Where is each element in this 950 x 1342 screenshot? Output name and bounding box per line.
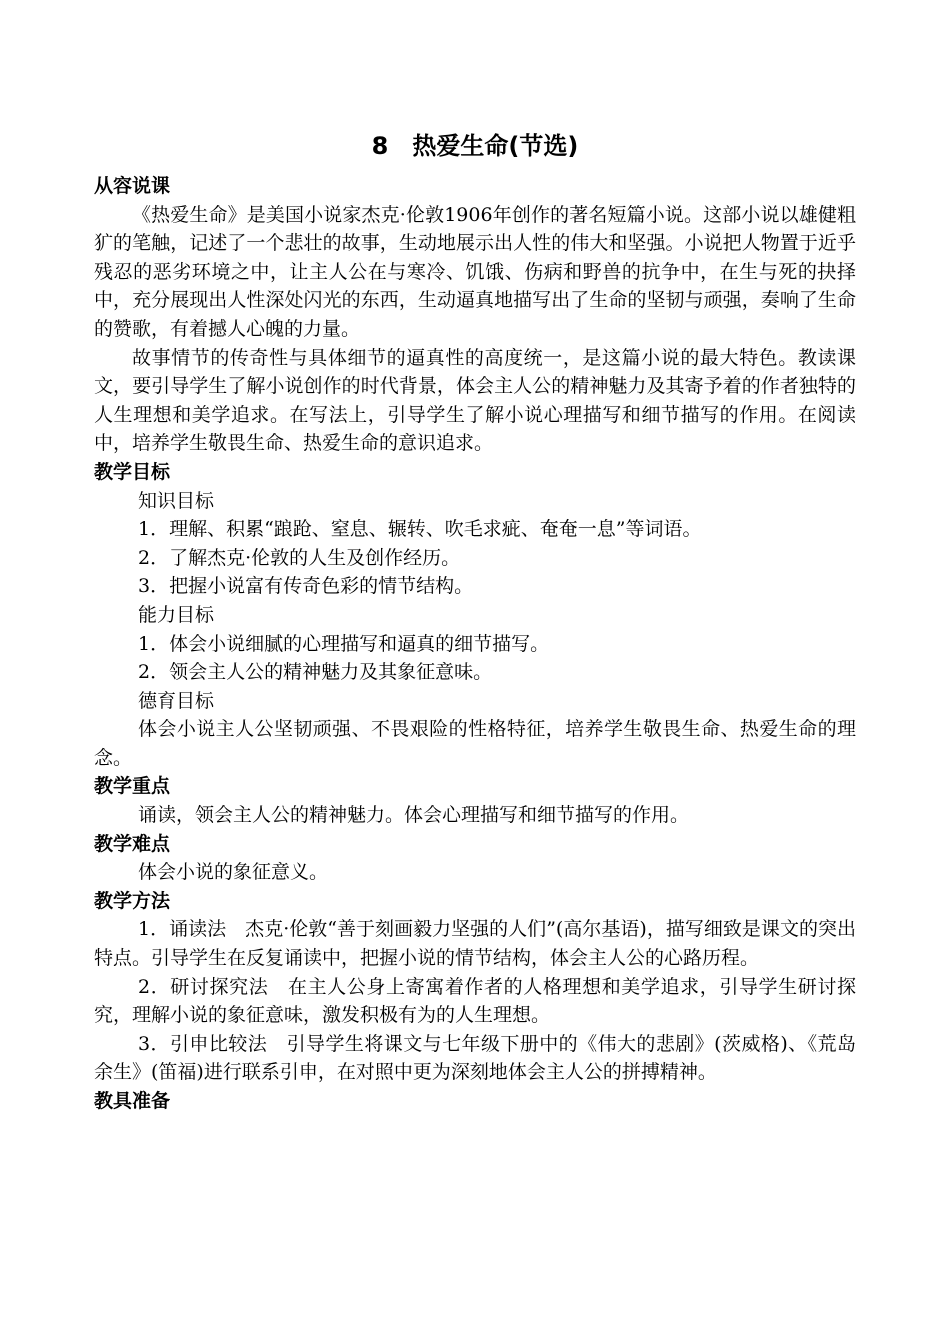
method-item-3: 3．引申比较法 引导学生将课文与七年级下册中的《伟大的悲剧》(茨威格)、《荒岛余生》(笛福)进行联系引申，在对照中更为深刻地体会主人公的拼搏精神。 bbox=[94, 1032, 856, 1084]
difficulties-text: 体会小说的象征意义。 bbox=[138, 861, 329, 884]
ability-item-1: 1．体会小说细腻的心理描写和逼真的细节描写。 bbox=[138, 632, 550, 655]
moral-objectives-label: 德育目标 bbox=[138, 689, 215, 712]
intro-paragraph-1: 《热爱生命》是美国小说家杰克·伦敦1906年创作的著名短篇小说。这部小说以雄健粗犷的笔触，记述了一个悲壮的故事，生动地展示出人性的伟大和坚强。小说把人物置于近乎残忍的恶劣环境之中，让主人公在与寒冷、饥饿、伤病和野兽的抗争中，在生与死的抉择中，充分展现出人性深处闪光的东西，生动逼真地描写出了生命的坚韧与顽强，奏响了生命的赞歌，有着撼人心魄的力量。 bbox=[94, 203, 856, 340]
section-heading-key-points: 教学重点 bbox=[94, 775, 171, 798]
key-points-text: 诵读，领会主人公的精神魅力。体会心理描写和细节描写的作用。 bbox=[138, 804, 690, 827]
section-heading-methods: 教学方法 bbox=[94, 889, 171, 912]
section-heading-difficulties: 教学难点 bbox=[94, 832, 171, 855]
knowledge-item-1: 1．理解、积累“踉跄、窒息、辗转、吹毛求疵、奄奄一息”等词语。 bbox=[138, 518, 702, 541]
section-heading-objectives: 教学目标 bbox=[94, 460, 171, 483]
section-heading-materials: 教具准备 bbox=[94, 1090, 171, 1112]
ability-item-2: 2．领会主人公的精神魅力及其象征意味。 bbox=[138, 661, 493, 684]
document-body bbox=[94, 172, 856, 1116]
ability-objectives-label: 能力目标 bbox=[138, 603, 215, 626]
method-item-2: 2．研讨探究法 在主人公身上寄寓着作者的人格理想和美学追求，引导学生研讨探究，理解小说的象征意味，激发积极有为的人生理想。 bbox=[94, 975, 856, 1027]
knowledge-objectives-label: 知识目标 bbox=[138, 489, 215, 512]
section-heading-intro: 从容说课 bbox=[94, 175, 171, 197]
intro-paragraph-2: 故事情节的传奇性与具体细节的逼真性的高度统一，是这篇小说的最大特色。教读课文，要引导学生了解小说创作的时代背景，体会主人公的精神魅力及其寄予着的作者独特的人生理想和美学追求。在写法上，引导学生了解小说心理描写和细节描写的作用。在阅读中，培养学生敬畏生命、热爱生命的意识追求。 bbox=[94, 346, 856, 455]
method-item-1: 1．诵读法 杰克·伦敦“善于刻画毅力坚强的人们”(高尔基语)，描写细致是课文的突出特点。引导学生在反复诵读中，把握小说的情节结构，体会主人公的心路历程。 bbox=[94, 918, 856, 970]
page-title: 8 热爱生命(节选) bbox=[371, 132, 579, 160]
knowledge-item-3: 3．把握小说富有传奇色彩的情节结构。 bbox=[138, 575, 474, 598]
knowledge-item-2: 2．了解杰克·伦敦的人生及创作经历。 bbox=[138, 546, 461, 569]
moral-item-1: 体会小说主人公坚韧顽强、不畏艰险的性格特征，培养学生敬畏生命、热爱生命的理念。 bbox=[94, 718, 856, 769]
